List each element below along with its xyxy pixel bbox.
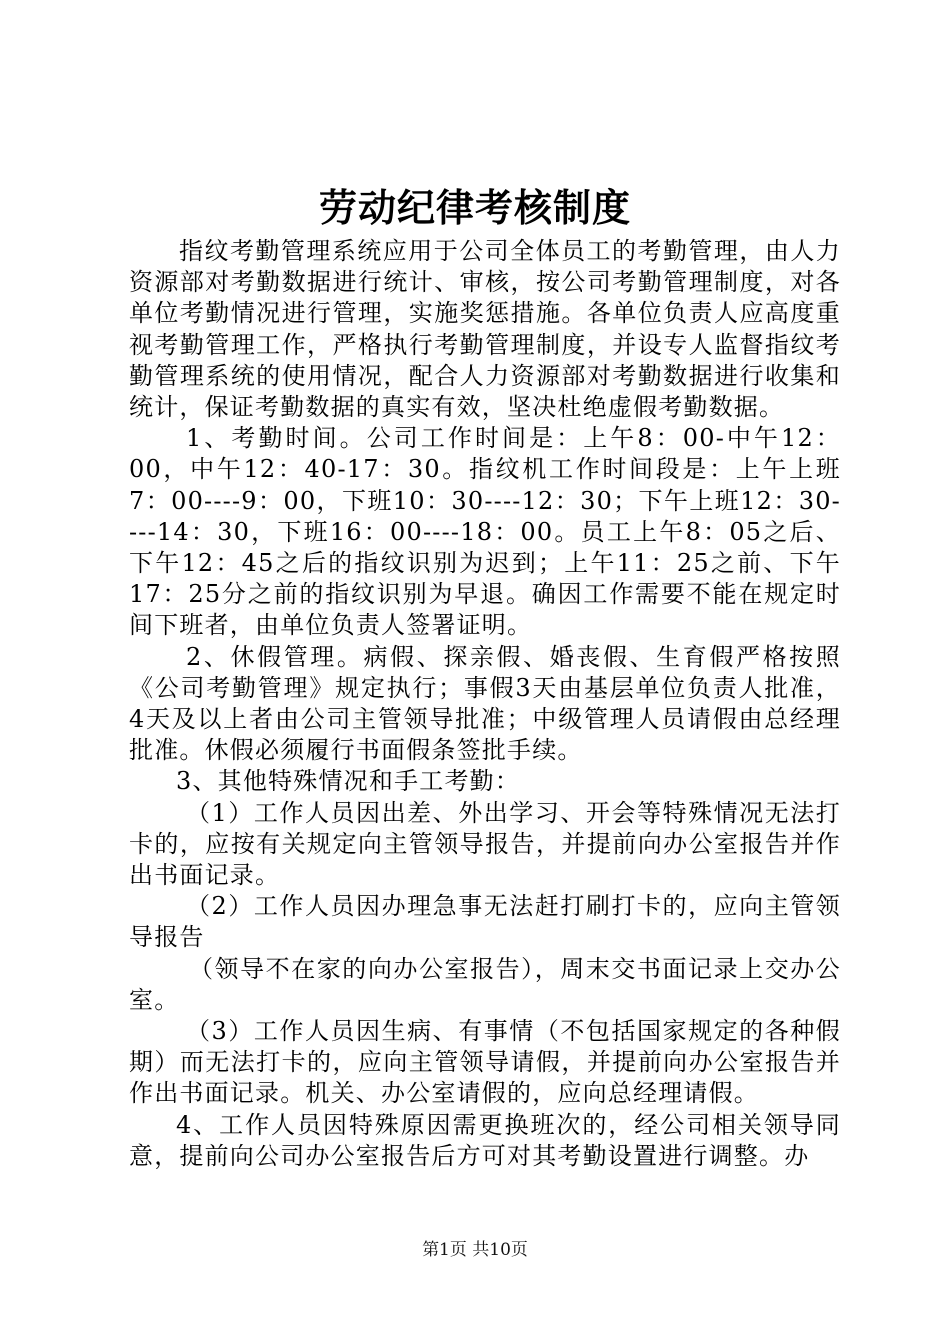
paragraph-item-3: （3）工作人员因生病、有事情（不包括国家规定的各种假期）而无法打卡的，应向主管领导请假，并提前向办公室报告并作出书面记录。机关、办公室请假的，应向总经理请假。 (129, 1017, 841, 1108)
paragraph-leave-management: 2、休假管理。病假、探亲假、婚丧假、生育假严格按照《公司考勤管理》规定执行；事假3天由基层单位负责人批准，4天及以上者由公司主管领导批准；中级管理人员请假由总经理批准。休假必须履行书面假条签批手续。 (129, 642, 841, 765)
paragraph-item-1: （1）工作人员因出差、外出学习、开会等特殊情况无法打卡的，应按有关规定向主管领导报告，并提前向办公室报告并作出书面记录。 (129, 798, 841, 890)
paragraph-item-2-cont: （领导不在家的向办公室报告），周末交书面记录上交办公室。 (129, 954, 841, 1014)
paragraph-special-cases: 3、其他特殊情况和手工考勤： (176, 767, 521, 796)
document-title: 劳动纪律考核制度 (318, 186, 631, 230)
paragraph-attendance-time: 1、考勤时间。公司工作时间是：上午8：00-中午12：00，中午12：40-17：30。指纹机工作时间段是：上午上班7：00----9：00，下班10：30----12：30；下午上班12：30----14：30，下班16：00----18：00。员工上午8：05之后、下午12：45之后的指纹识别为迟到；上午11：25之前、下午17：25分之前的指纹识别为早退。确因工作需要不能在规定时间下班者，由单位负责人签署证明。 (129, 424, 841, 640)
paragraph-intro: 指纹考勤管理系统应用于公司全体员工的考勤管理，由人力资源部对考勤数据进行统计、审核，按公司考勤管理制度，对各单位考勤情况进行管理，实施奖惩措施。各单位负责人应高度重视考勤管理工作，严格执行考勤管理制度，并设专人监督指纹考勤管理系统的使用情况，配合人力资源部对考勤数据进行收集和统计，保证考勤数据的真实有效，坚决杜绝虚假考勤数据。 (129, 237, 841, 422)
paragraph-shift-change: 4、工作人员因特殊原因需更换班次的，经公司相关领导同意，提前向公司办公室报告后方可对其考勤设置进行调整。办 (129, 1110, 841, 1170)
paragraph-item-2: （2）工作人员因办理急事无法赶打刷打卡的，应向主管领导报告 (129, 892, 841, 952)
page-footer: 第1页 共10页 (422, 1240, 528, 1260)
document-body (129, 236, 841, 1172)
